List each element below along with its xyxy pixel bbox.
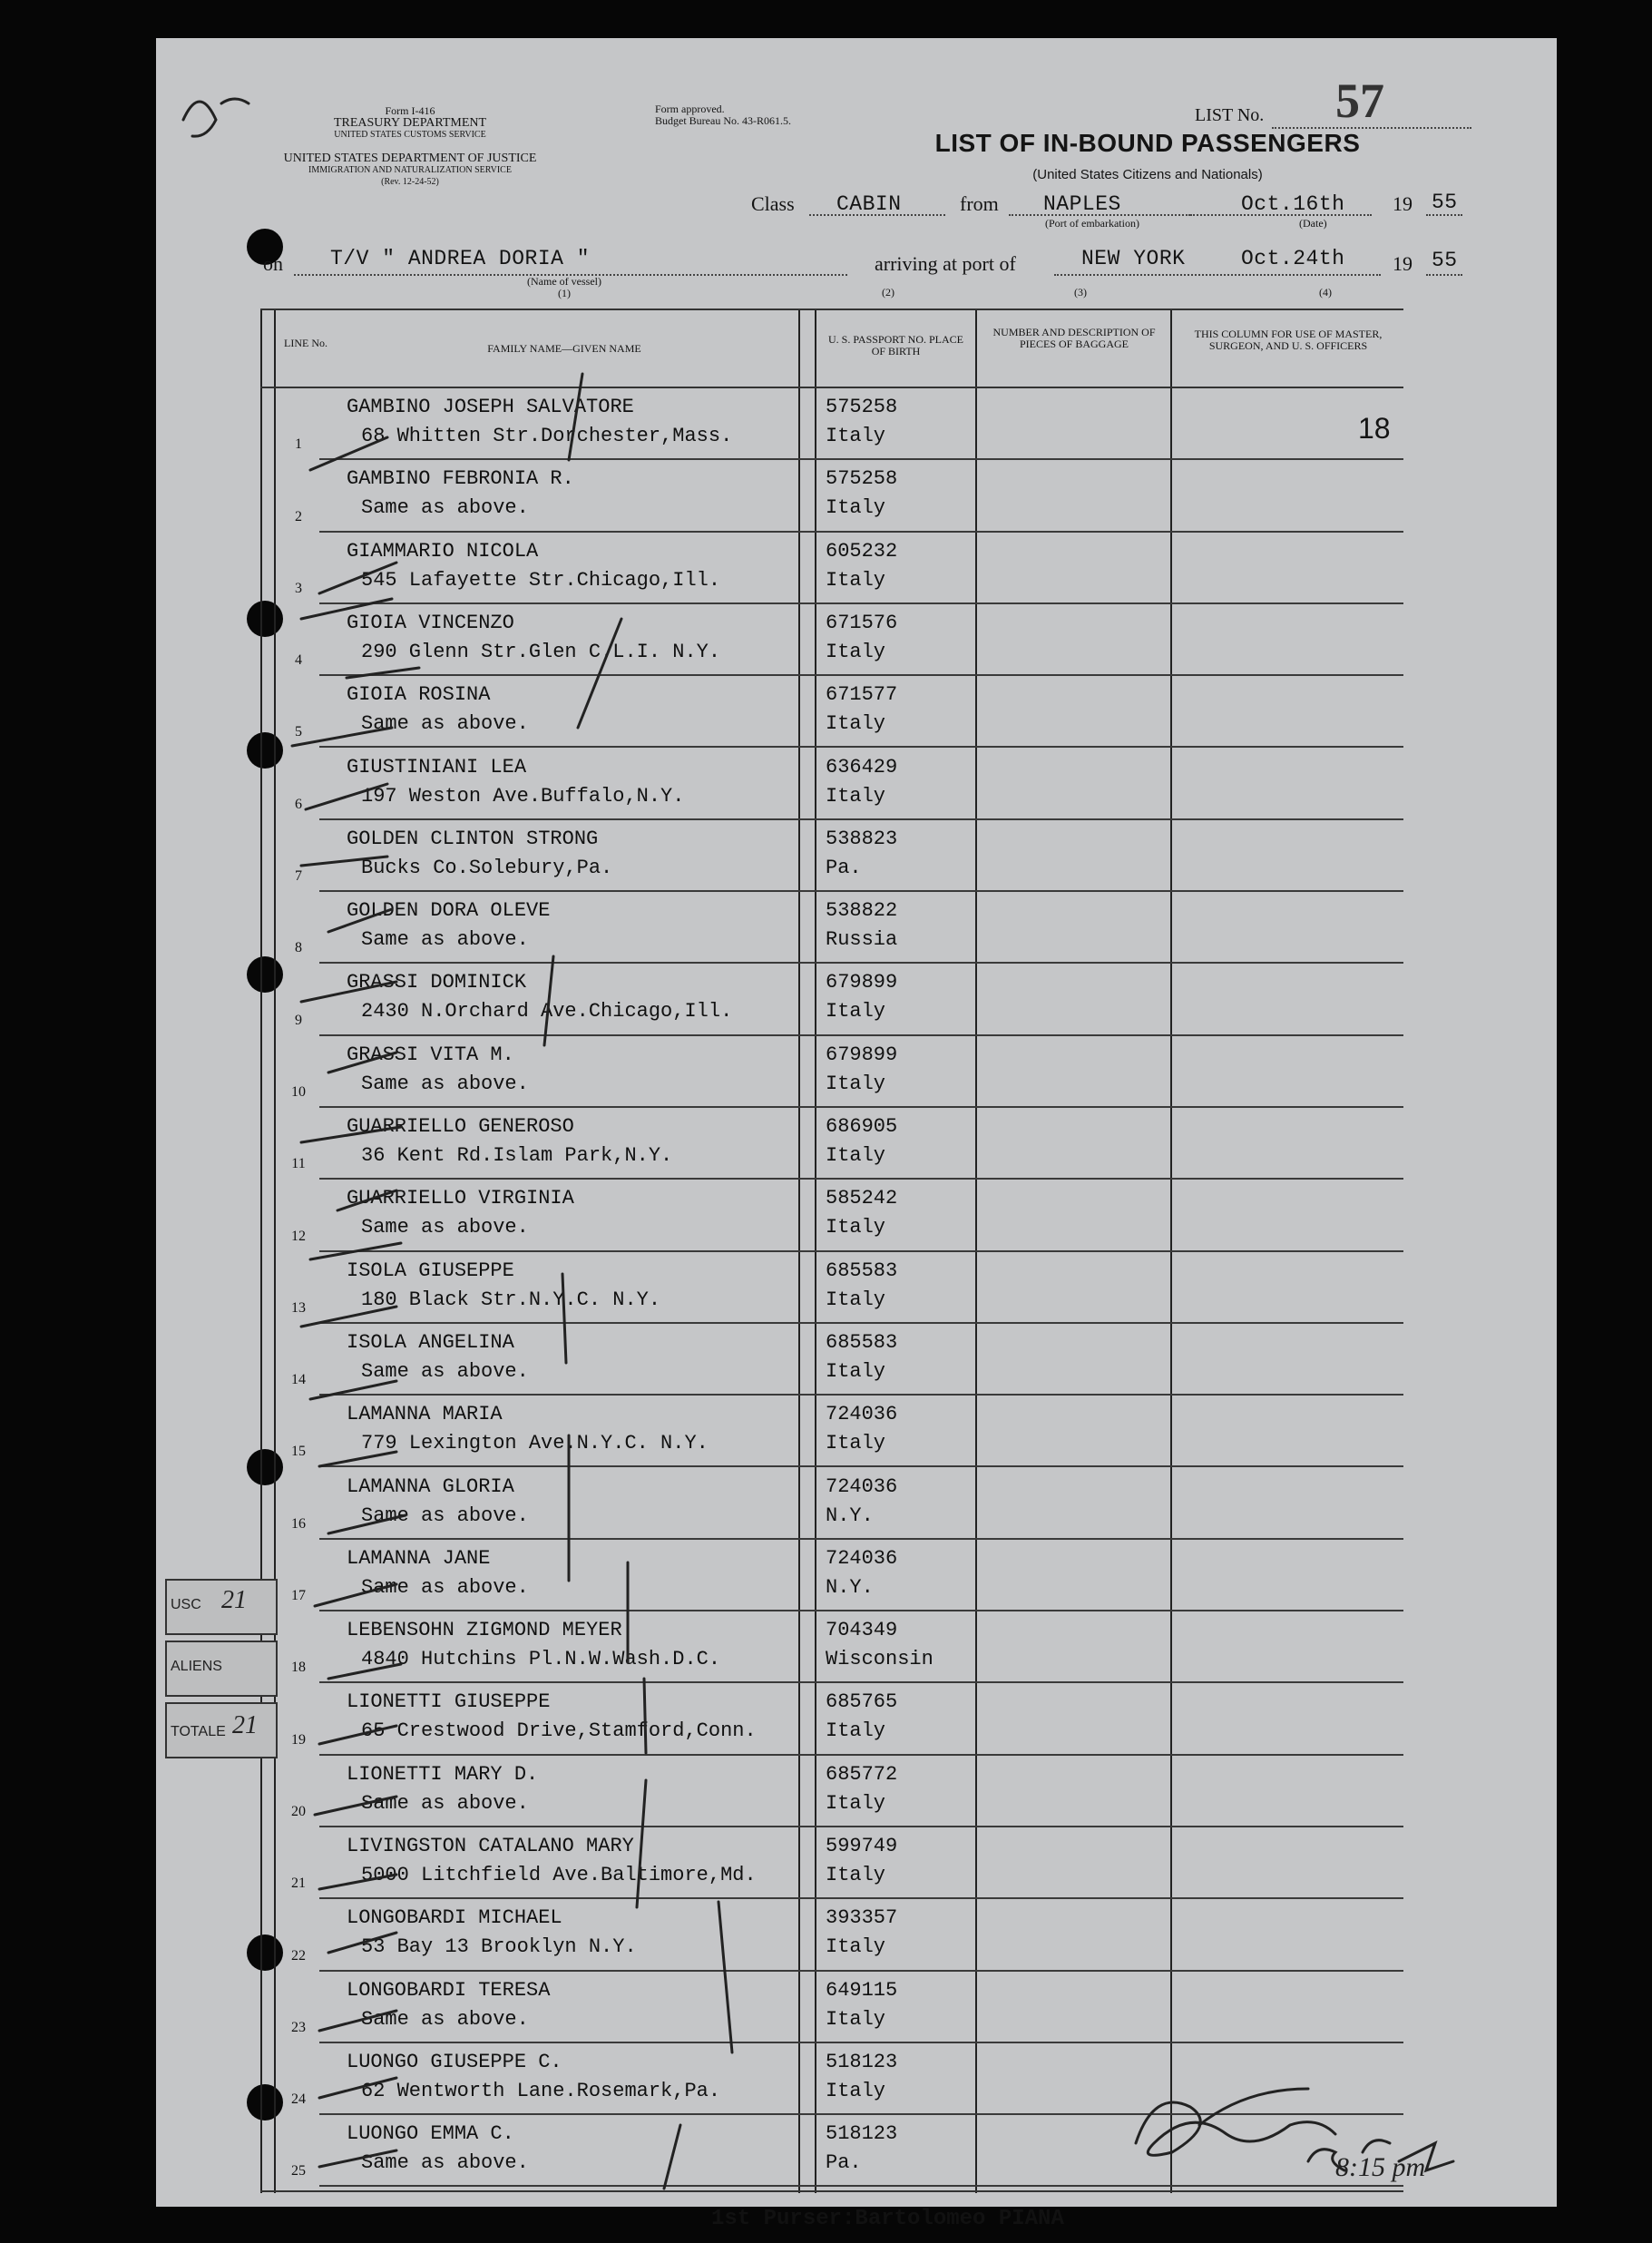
passenger-name: GRASSI VITA M. [347, 1043, 514, 1066]
place-of-birth: Italy [826, 496, 886, 520]
place-of-birth: Italy [826, 1791, 886, 1815]
page-subtitle: (United States Citizens and Nationals) [1032, 167, 1263, 182]
class-label: Class [751, 192, 795, 215]
passport-number: 679899 [826, 1043, 898, 1066]
row-line-number: 21 [291, 1876, 306, 1892]
passport-number: 724036 [826, 1546, 898, 1570]
passenger-name: ISOLA GIUSEPPE [347, 1259, 514, 1282]
year-prefix: 19 [1393, 192, 1413, 215]
corner-initials [183, 99, 249, 136]
passport-number: 518123 [826, 2050, 898, 2073]
passenger-address: Same as above. [361, 1791, 529, 1815]
passenger-name: LUONGO EMMA C. [347, 2122, 514, 2146]
row-line-number: 1 [295, 436, 302, 453]
place-of-birth: Italy [826, 1000, 886, 1024]
year-value: 55 [1432, 191, 1458, 214]
vertical-strokes [544, 374, 732, 2189]
col-index-4: (4) [1319, 286, 1332, 299]
row-tick-marks [292, 437, 419, 2167]
row-line-number: 11 [291, 1156, 306, 1172]
passenger-name: GIUSTINIANI LEA [347, 755, 527, 779]
port-embark-note: (Port of embarkation) [1045, 217, 1139, 230]
passenger-address: Same as above. [361, 496, 529, 520]
row-line-number: 20 [291, 1803, 306, 1819]
passport-number: 685765 [826, 1690, 898, 1714]
passenger-address: 779 Lexington Ave.N.Y.C. N.Y. [361, 1432, 709, 1455]
list-number: 57 [1335, 73, 1384, 128]
passenger-address: 2430 N.Orchard Ave.Chicago,Ill. [361, 1000, 733, 1024]
col-header-line-no: LINE No. [284, 337, 327, 349]
place-of-birth: N.Y. [826, 1503, 874, 1527]
passenger-name: LONGOBARDI MICHAEL [347, 1906, 562, 1930]
immigration-service: IMMIGRATION AND NATURALIZATION SERVICE [308, 165, 512, 175]
row-line-number: 18 [291, 1660, 306, 1676]
row-line-number: 5 [295, 724, 302, 740]
passenger-address: Same as above. [361, 2007, 529, 2031]
passenger-name: LUONGO GIUSEPPE C. [347, 2050, 562, 2073]
place-of-birth: Italy [826, 1935, 886, 1959]
tally-totale-value: 21 [232, 1711, 258, 1739]
passport-number: 724036 [826, 1403, 898, 1426]
place-of-birth: Italy [826, 1719, 886, 1743]
col-header-baggage: NUMBER AND DESCRIPTION OF PIECES OF BAGGAGE [992, 326, 1156, 350]
place-of-birth: Italy [826, 425, 886, 447]
row-line-number: 17 [291, 1588, 306, 1604]
passport-number: 575258 [826, 396, 898, 418]
passenger-name: GAMBINO JOSEPH SALVATORE [347, 396, 634, 418]
arrival-year-prefix: 19 [1393, 252, 1413, 275]
passenger-address: Same as above. [361, 1072, 529, 1095]
form-revision: (Rev. 12-24-52) [381, 177, 439, 187]
passenger-address: Bucks Co.Solebury,Pa. [361, 856, 613, 879]
col-index-2: (2) [882, 286, 894, 299]
place-of-birth: Italy [826, 1864, 886, 1886]
col-header-officers: THIS COLUMN FOR USE OF MASTER, SURGEON, AND U. S. OFFICERS [1194, 328, 1383, 352]
place-of-birth: Italy [826, 1432, 886, 1455]
passenger-address: Same as above. [361, 712, 529, 736]
passport-number: 685583 [826, 1259, 898, 1282]
manifest-page [156, 38, 1557, 2231]
on-label: on [263, 252, 283, 275]
row-line-number: 16 [291, 1515, 306, 1532]
place-of-birth: Italy [826, 2007, 886, 2031]
passenger-address: 197 Weston Ave.Buffalo,N.Y. [361, 784, 685, 808]
budget-bureau: Budget Bureau No. 43-R061.5. [655, 114, 791, 127]
passenger-address: 290 Glenn Str.Glen C.L.I. N.Y. [361, 640, 721, 663]
passenger-name: LIONETTI GIUSEPPE [347, 1690, 551, 1714]
passenger-name: GOLDEN CLINTON STRONG [347, 827, 599, 850]
page-title: LIST OF IN-BOUND PASSENGERS [934, 129, 1361, 157]
passport-number: 671577 [826, 683, 898, 707]
passport-number: 585242 [826, 1187, 898, 1210]
justice-department: UNITED STATES DEPARTMENT OF JUSTICE [283, 152, 537, 165]
row-line-number: 4 [295, 652, 302, 669]
passenger-name: LAMANNA JANE [347, 1546, 491, 1570]
place-of-birth: Italy [826, 1144, 886, 1167]
row-line-number: 23 [291, 2019, 306, 2035]
passenger-name: GAMBINO FEBRONIA R. [347, 467, 574, 491]
date-value: Oct.16th [1241, 192, 1345, 216]
place-of-birth: Italy [826, 640, 886, 663]
place-of-birth: N.Y. [826, 1575, 874, 1599]
tally-usc-label: USC [171, 1597, 201, 1612]
row-line-number: 19 [291, 1731, 306, 1748]
passenger-address: 36 Kent Rd.Islam Park,N.Y. [361, 1144, 673, 1167]
place-of-birth: Russia [826, 928, 898, 952]
passenger-address: Same as above. [361, 2151, 529, 2175]
passenger-address: 4840 Hutchins Pl.N.W.Wash.D.C. [361, 1648, 721, 1671]
vessel-note: (Name of vessel) (1) [527, 275, 601, 299]
passport-number: 686905 [826, 1115, 898, 1138]
passenger-name: LIVINGSTON CATALANO MARY [347, 1835, 634, 1857]
passenger-name: GRASSI DOMINICK [347, 971, 527, 994]
row-line-number: 7 [295, 868, 302, 885]
passenger-name: GUARRIELLO VIRGINIA [347, 1187, 574, 1210]
treasury-department: TREASURY DEPARTMENT [333, 116, 487, 130]
place-of-birth: Wisconsin [826, 1648, 934, 1671]
tally-aliens-label: ALIENS [171, 1659, 222, 1674]
passport-number: 671576 [826, 611, 898, 634]
passport-number: 393357 [826, 1906, 898, 1930]
place-of-birth: Italy [826, 1288, 886, 1311]
passport-number: 575258 [826, 467, 898, 491]
place-of-birth: Italy [826, 784, 886, 808]
passenger-address: Same as above. [361, 1359, 529, 1383]
col-header-passport: U. S. PASSPORT NO. PLACE OF BIRTH [828, 333, 963, 358]
purser-line: 1st Purser:Bartolomeo PIANA [711, 2207, 1064, 2231]
passenger-address: 68 Whitten Str.Dorchester,Mass. [361, 425, 733, 447]
passport-number: 538823 [826, 827, 898, 850]
passenger-name: ISOLA ANGELINA [347, 1330, 514, 1354]
row-line-number: 22 [291, 1947, 306, 1964]
place-of-birth: Italy [826, 2079, 886, 2102]
row-line-number: 14 [291, 1372, 306, 1388]
passenger-address: 53 Bay 13 Brooklyn N.Y. [361, 1935, 637, 1959]
passenger-name: GIOIA ROSINA [347, 683, 491, 707]
officer-note: 18 [1358, 412, 1391, 445]
row-line-number: 10 [291, 1083, 306, 1100]
handwritten-note: 8:15 pm [1335, 2152, 1426, 2182]
passenger-address: 545 Lafayette Str.Chicago,Ill. [361, 568, 721, 592]
passenger-address: Same as above. [361, 1503, 529, 1527]
place-of-birth: Italy [826, 712, 886, 736]
passport-number: 685772 [826, 1762, 898, 1786]
arrival-port: NEW YORK [1081, 247, 1186, 270]
passenger-address: 180 Black Str.N.Y.C. N.Y. [361, 1288, 661, 1311]
tally-totale-label: TOTALE [171, 1724, 226, 1739]
passenger-name: LAMANNA GLORIA [347, 1474, 514, 1498]
passenger-name: LAMANNA MARIA [347, 1403, 503, 1426]
row-line-number: 6 [295, 796, 302, 812]
customs-service: UNITED STATES CUSTOMS SERVICE [334, 130, 486, 140]
row-line-number: 15 [291, 1444, 306, 1460]
from-label: from [960, 192, 999, 215]
passenger-name: LIONETTI MARY D. [347, 1762, 539, 1786]
list-no-label: LIST No. [1195, 105, 1265, 125]
passport-number: 724036 [826, 1474, 898, 1498]
passenger-name: GUARRIELLO GENEROSO [347, 1115, 574, 1138]
row-line-number: 2 [295, 508, 302, 524]
arrival-date: Oct.24th [1241, 247, 1345, 270]
passenger-name: GIOIA VINCENZO [347, 611, 514, 634]
row-line-number: 12 [291, 1228, 306, 1244]
passport-number: 649115 [826, 1978, 898, 2002]
col-index-3: (3) [1074, 286, 1087, 299]
row-line-number: 13 [291, 1299, 306, 1316]
passenger-name: GIAMMARIO NICOLA [347, 539, 539, 563]
check-marks [183, 99, 1453, 2189]
row-line-number: 25 [291, 2163, 306, 2179]
place-of-birth: Italy [826, 1216, 886, 1239]
passenger-address: Same as above. [361, 1216, 529, 1239]
passport-number: 538822 [826, 899, 898, 923]
row-line-number: 9 [295, 1012, 302, 1028]
passenger-name: LEBENSOHN ZIGMOND MEYER [347, 1619, 622, 1642]
form-approved: Form approved. [655, 103, 725, 115]
row-line-number: 8 [295, 940, 302, 956]
class-value: CABIN [836, 192, 902, 216]
passenger-name: GOLDEN DORA OLEVE [347, 899, 551, 923]
passenger-address: Same as above. [361, 928, 529, 952]
handwriting-overlay [156, 38, 1557, 2207]
passenger-address: 62 Wentworth Lane.Rosemark,Pa. [361, 2079, 721, 2102]
passport-number: 599749 [826, 1835, 898, 1857]
place-of-birth: Italy [826, 568, 886, 592]
passport-number: 518123 [826, 2122, 898, 2146]
place-of-birth: Pa. [826, 856, 862, 879]
passenger-address: Same as above. [361, 1575, 529, 1599]
passenger-name: LONGOBARDI TERESA [347, 1978, 551, 2002]
arriving-label: arriving at port of [875, 252, 1016, 275]
from-value: NAPLES [1043, 192, 1121, 216]
date-note: (Date) [1299, 217, 1327, 230]
passenger-address: 5000 Litchfield Ave.Baltimore,Md. [361, 1864, 757, 1886]
vessel-name: T/V " ANDREA DORIA " [330, 247, 591, 270]
passport-number: 605232 [826, 539, 898, 563]
place-of-birth: Italy [826, 1359, 886, 1383]
col-header-name: FAMILY NAME—GIVEN NAME [487, 342, 641, 355]
row-line-number: 24 [291, 2091, 306, 2108]
passport-number: 679899 [826, 971, 898, 994]
place-of-birth: Italy [826, 1072, 886, 1095]
tally-usc-value: 21 [221, 1586, 247, 1614]
arrival-year: 55 [1432, 249, 1458, 272]
place-of-birth: Pa. [826, 2151, 862, 2175]
passport-number: 704349 [826, 1619, 898, 1642]
passport-number: 636429 [826, 755, 898, 779]
row-line-number: 3 [295, 580, 302, 596]
passport-number: 685583 [826, 1330, 898, 1354]
passenger-address: 65 Crestwood Drive,Stamford,Conn. [361, 1719, 757, 1743]
form-number: Form I-416 [385, 104, 435, 117]
